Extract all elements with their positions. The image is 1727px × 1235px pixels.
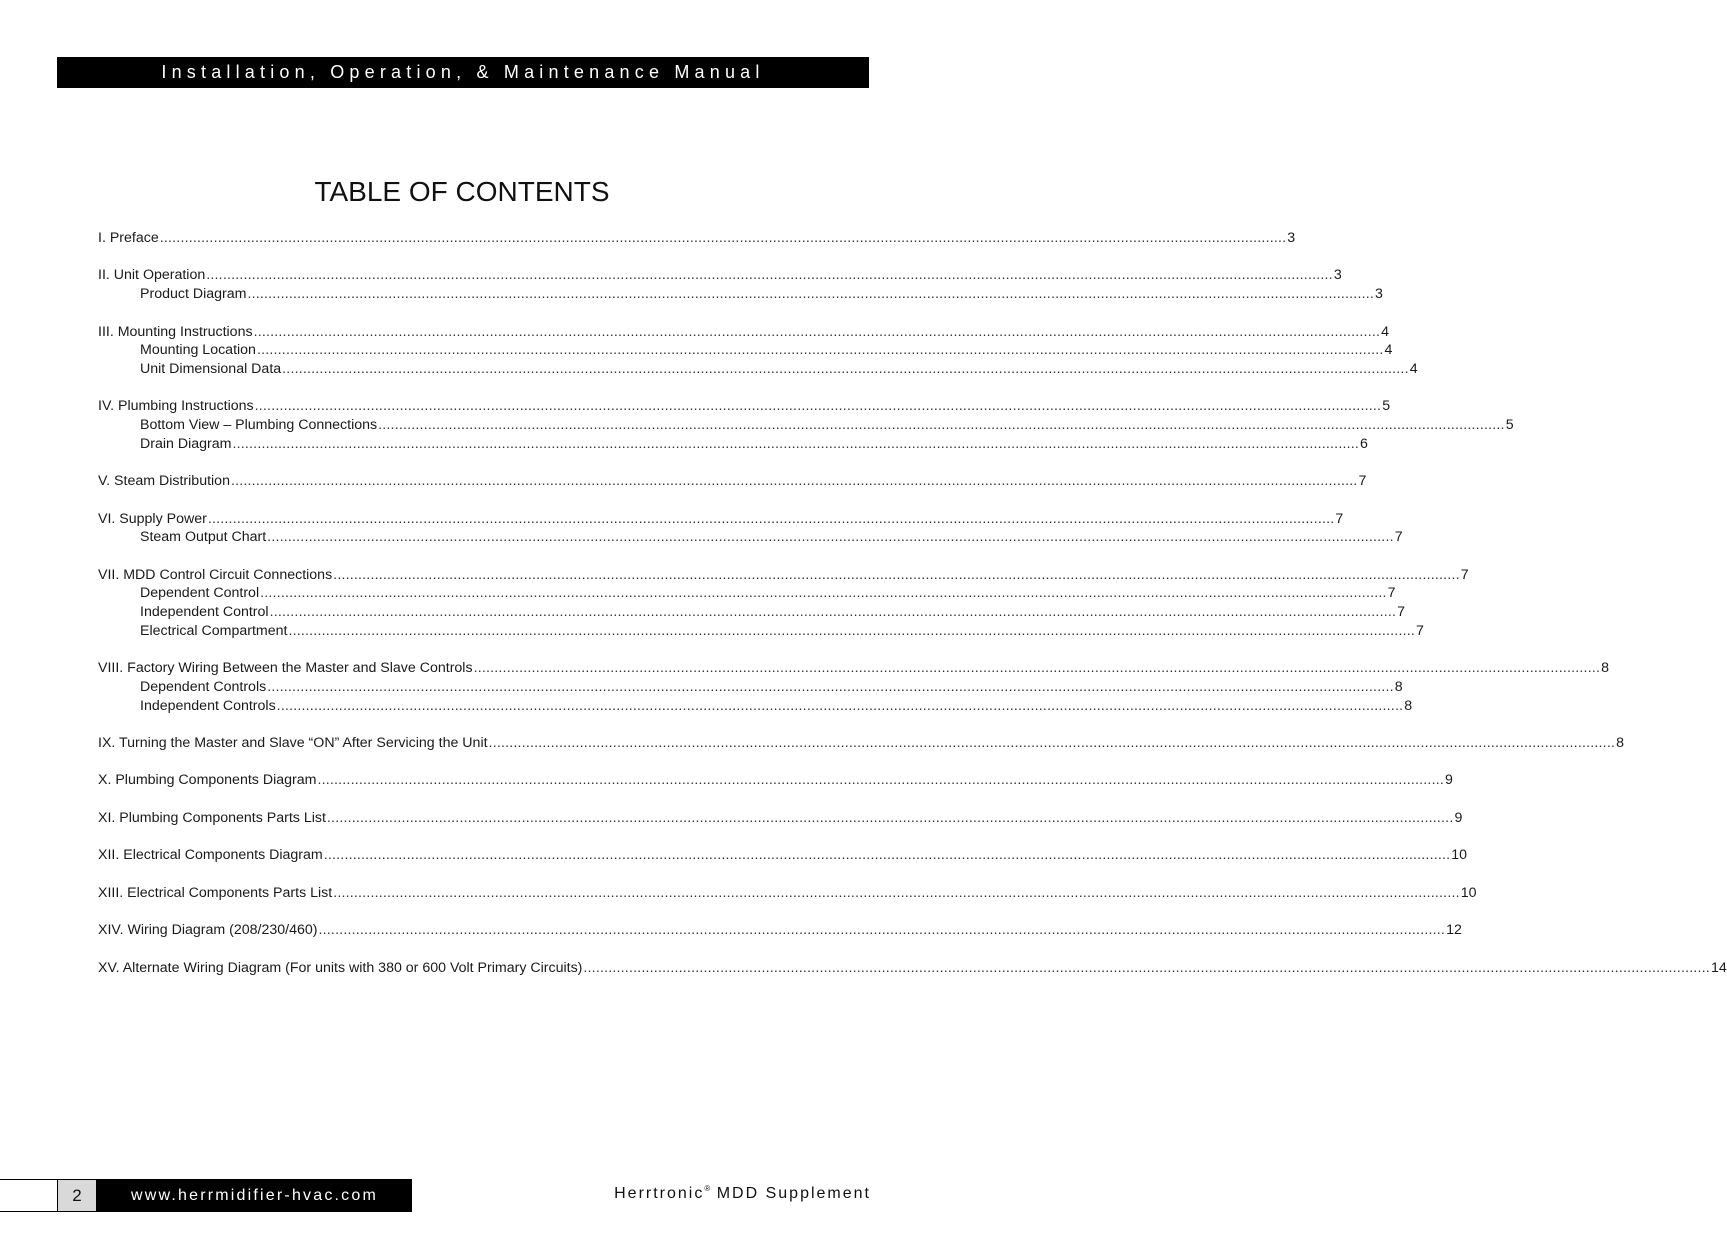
toc-entry-control-circuit[interactable]: VII. MDD Control Circuit Connections ..... 7 — [98, 566, 1469, 585]
toc-entry-unit-dimensional-data[interactable]: Unit Dimensional Data ..... 4 — [140, 360, 803, 379]
website-url: www.herrmidifier-hvac.com — [130, 1186, 379, 1204]
website-link[interactable] — [97, 1179, 412, 1212]
toc-entry-unit-operation[interactable]: II. Unit Operation ..... 3 — [98, 266, 1342, 285]
toc-entry-wiring-diagram[interactable]: XIV. Wiring Diagram (208/230/460) ..... 12 — [98, 921, 1462, 940]
footer-rule — [0, 1179, 57, 1212]
toc-entry-independent-controls[interactable]: Independent Controls ..... 8 — [140, 697, 803, 716]
toc-entry-supply-power[interactable]: VI. Supply Power ..... 7 — [98, 510, 1343, 529]
brand-name: Herrtronic — [614, 1185, 705, 1202]
toc-entry-electrical-compartment[interactable]: Electrical Compartment ..... 7 — [140, 622, 803, 641]
toc-entry-product-diagram[interactable]: Product Diagram ..... 3 — [140, 285, 803, 304]
header-bar — [57, 57, 869, 88]
toc-entry-factory-wiring[interactable]: VIII. Factory Wiring Between the Master and Slave Controls ..... 8 — [98, 659, 1609, 678]
toc-entry-dependent-controls[interactable]: Dependent Controls ..... 8 — [140, 678, 803, 697]
toc-entry-electrical-components-diagram[interactable]: XII. Electrical Components Diagram ..... 10 — [98, 846, 1467, 865]
toc-entry-steam-distribution[interactable]: V. Steam Distribution ..... 7 — [98, 472, 1366, 491]
toc-entry-bottom-view-plumbing[interactable]: Bottom View – Plumbing Connections ..... 5 — [140, 416, 803, 435]
toc-entry-plumbing-components-diagram[interactable]: X. Plumbing Components Diagram ..... 9 — [98, 771, 1453, 790]
supplement-name: MDD Supplement — [716, 1185, 871, 1202]
toc-entry-plumbing-instructions[interactable]: IV. Plumbing Instructions ..... 5 — [98, 397, 1390, 416]
document-name — [614, 1184, 871, 1206]
toc-entry-steam-output-chart[interactable]: Steam Output Chart ..... 7 — [140, 528, 803, 547]
toc-entry-plumbing-parts-list[interactable]: XI. Plumbing Components Parts List ..... 9 — [98, 809, 1462, 828]
toc-entry-electrical-parts-list[interactable]: XIII. Electrical Components Parts List ..... 10 — [98, 884, 1477, 903]
registered-mark: ® — [704, 1184, 711, 1193]
toc-entry-dependent-control[interactable]: Dependent Control ..... 7 — [140, 584, 803, 603]
page-number: 2 — [57, 1179, 97, 1212]
toc-entry-alternate-wiring-diagram[interactable]: XV. Alternate Wiring Diagram (For units with 380 or 600 Volt Primary Circuits) ..... 14 — [98, 959, 1727, 978]
page-title: TABLE OF CONTENTS — [314, 176, 610, 207]
manual-title: Installation, Operation, & Maintenance Manual — [161, 62, 765, 82]
toc-entry-mounting-location[interactable]: Mounting Location ..... 4 — [140, 341, 803, 360]
toc-entry-mounting-instructions[interactable]: III. Mounting Instructions ..... 4 — [98, 323, 1389, 342]
toc-entry-independent-control[interactable]: Independent Control ..... 7 — [140, 603, 803, 622]
toc-entry-drain-diagram[interactable]: Drain Diagram ..... 6 — [140, 435, 803, 454]
toc-entry-preface[interactable]: I. Preface ..... 3 — [98, 229, 1295, 248]
toc-entry-turning-master-slave-on[interactable]: IX. Turning the Master and Slave “ON” After Servicing the Unit ..... 8 — [98, 734, 1624, 753]
